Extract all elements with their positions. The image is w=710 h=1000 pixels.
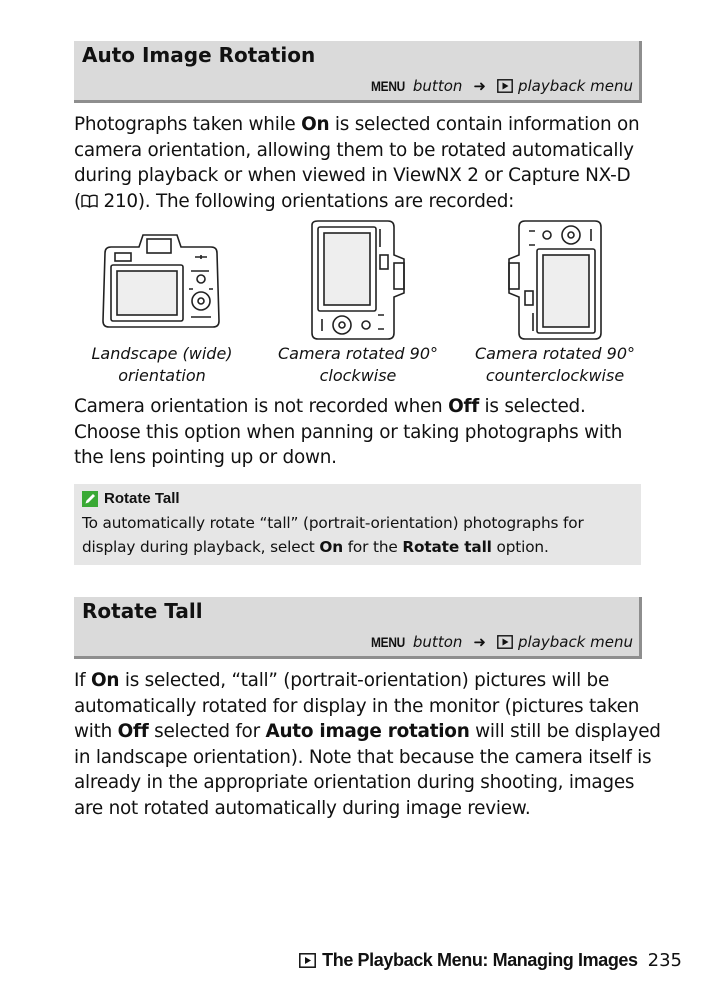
text-line: already in the appropriate orientation during shooting, images [74,772,635,794]
arrow-right-icon: ➜ [473,633,486,651]
menu-button-label: MENU [370,634,405,650]
bold-term: Off [448,396,479,417]
note-title [82,490,180,507]
text-line: in landscape orientation). Note that because the camera itself is [74,746,652,768]
text-line: the lens pointing up or down. [74,447,337,469]
camera-counterclockwise-illustration [505,217,605,343]
note-title-text: Rotate Tall [104,490,180,507]
figure-caption-landscape [82,343,242,387]
caption-line: Landscape (wide) [91,344,233,363]
intro-paragraph [74,112,644,214]
text-line: Choose this option when panning or taking photographs with [74,421,623,443]
text-line: automatically rotated for display in the monitor (pictures taken [74,695,640,717]
camera-clockwise-illustration [308,217,408,343]
note-text [82,512,584,559]
bold-term: Off [117,721,149,743]
section-header-auto-image-rotation [74,41,642,103]
text-line: during playback or when viewed in ViewNX 2 or Capture NX-D [74,165,631,187]
bold-term: On [301,114,330,135]
playback-icon [299,953,316,968]
playback-icon [497,79,513,93]
text-line: If On is selected, “tall” (portrait-orientation) pictures will be [74,670,610,691]
bold-term: Rotate tall [402,537,492,556]
figure-caption-counterclockwise [470,343,640,387]
menu-path-button: button [412,633,463,651]
rotate-tall-paragraph [74,668,661,822]
arrow-right-icon: ➜ [473,77,486,95]
section-title: Rotate Tall [82,599,203,623]
caption-line: Camera rotated 90° [277,344,439,363]
figure-caption-clockwise [276,343,440,387]
menu-path-button: button [412,77,463,95]
bold-term: Auto image rotation [265,721,470,743]
footer-chapter-title: The Playback Menu: Managing Images [322,950,638,970]
menu-path-playback: playback menu [517,77,633,95]
text-line: display during playback, select On for the Rotate tall option. [82,537,549,556]
menu-path-playback: playback menu [517,633,633,651]
menu-path [368,633,633,651]
pencil-note-icon [82,491,98,507]
page-footer [299,950,682,971]
book-reference-icon [81,194,98,208]
text-line: are not rotated automatically during image review. [74,797,531,819]
text-line: with Off selected for Auto image rotation will still be displayed [74,721,661,743]
text-line: Camera orientation is not recorded when Off is selected. [74,396,586,417]
note-rotate-tall [74,484,641,565]
orientation-off-paragraph [74,394,644,471]
menu-button-label: MENU [370,78,405,94]
section-header-rotate-tall [74,597,642,659]
menu-path [368,77,633,95]
text-line: Photographs taken while On is selected contain information on [74,114,640,135]
caption-line: clockwise [319,366,397,385]
bold-term: On [91,670,120,691]
text-line: ( 210). The following orientations are recorded: [74,190,515,212]
playback-icon [497,635,513,649]
camera-landscape-illustration [97,231,225,331]
bold-term: On [319,537,343,556]
section-title: Auto Image Rotation [82,43,316,67]
text-line: camera orientation, allowing them to be rotated automatically [74,139,634,161]
caption-line: orientation [118,366,206,385]
caption-line: Camera rotated 90° [474,344,636,363]
caption-line: counterclockwise [485,366,625,385]
page-number: 235 [647,950,682,971]
text-line: To automatically rotate “tall” (portrait-orientation) photographs for [82,514,584,532]
